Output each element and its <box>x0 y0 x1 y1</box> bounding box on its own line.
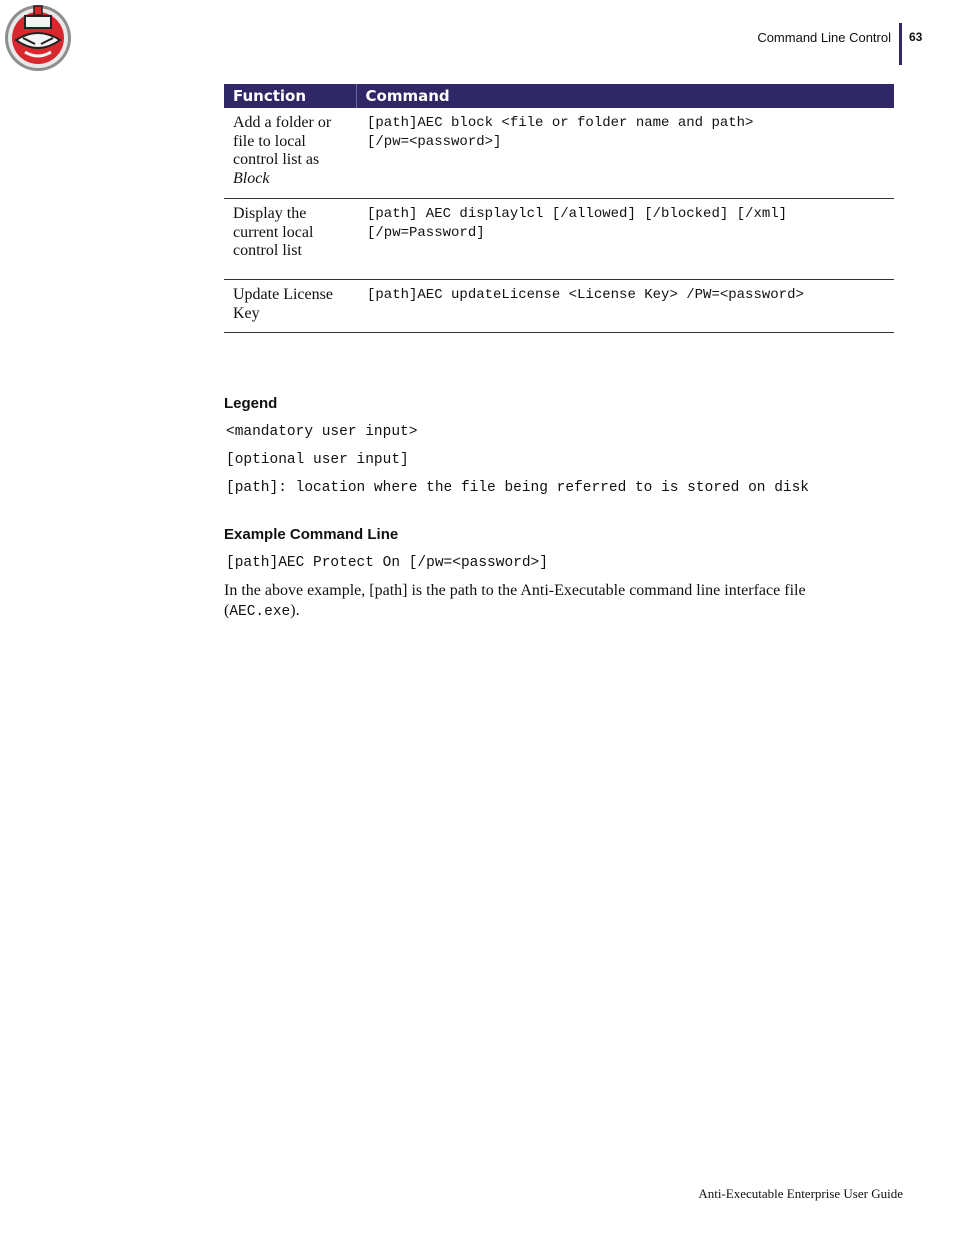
anti-executable-logo-icon <box>3 2 73 72</box>
function-line: control list <box>233 242 302 259</box>
paragraph-code: AEC.exe <box>229 603 291 620</box>
legend-line-path: [path]: location where the file being referred to is stored on disk <box>226 480 809 496</box>
function-line: Add a folder or <box>233 114 332 131</box>
function-cell <box>224 199 356 280</box>
example-paragraph <box>224 581 864 622</box>
table-row <box>224 108 894 199</box>
function-line: control list as <box>233 151 320 168</box>
running-header-title: Command Line Control <box>757 30 891 45</box>
function-cell <box>224 280 356 333</box>
legend-line-optional: [optional user input] <box>226 452 409 468</box>
column-header-command: Command <box>356 84 894 108</box>
command-cell <box>356 108 894 199</box>
page-number: 63 <box>909 30 923 44</box>
command-line: [path]AEC block <file or folder name and path> <box>367 115 754 131</box>
command-line: [/pw=Password] <box>367 224 485 241</box>
legend-line-mandatory: <mandatory user input> <box>226 424 418 440</box>
paragraph-text-end: ). <box>290 601 300 619</box>
table-row <box>224 280 894 333</box>
example-heading: Example Command Line <box>224 526 399 543</box>
table-row <box>224 199 894 280</box>
function-line: Update License <box>233 286 333 303</box>
function-line: current local <box>233 223 314 241</box>
function-line-italic: Block <box>233 169 270 187</box>
command-line: [path]AEC updateLicense <License Key> /PW=<password> <box>367 287 804 303</box>
command-line: [/pw=<password>] <box>367 133 502 150</box>
command-cell <box>356 199 894 280</box>
header-divider <box>899 23 902 65</box>
function-line: file to local <box>233 132 306 150</box>
paragraph-text: In the above example, [path] is the path to the Anti-Executable command line interface file ( <box>224 582 806 619</box>
column-header-function: Function <box>224 84 356 108</box>
legend-heading: Legend <box>224 395 278 412</box>
command-cell <box>356 280 894 333</box>
function-line: Key <box>233 304 260 322</box>
function-line: Display the <box>233 205 307 222</box>
command-table <box>224 84 894 333</box>
table-header-row <box>224 84 894 108</box>
footer-guide-title: Anti-Executable Enterprise User Guide <box>698 1186 903 1201</box>
command-line: [path] AEC displaylcl [/allowed] [/blocked] [/xml] <box>367 206 788 222</box>
function-cell <box>224 108 356 199</box>
example-command: [path]AEC Protect On [/pw=<password>] <box>226 555 548 571</box>
